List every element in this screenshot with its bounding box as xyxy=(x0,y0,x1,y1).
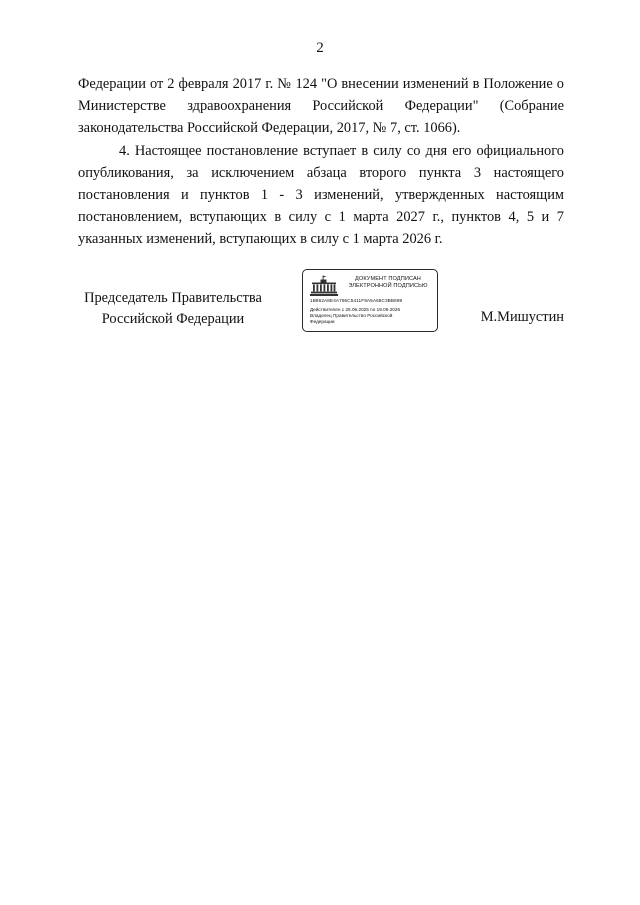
stamp-heading-line-2: ЭЛЕКТРОННОЙ ПОДПИСЬЮ xyxy=(348,282,428,289)
signatory-title xyxy=(78,288,268,330)
stamp-certificate-number: 1B862A8E4A796C5411F9A5A68C3BB699 xyxy=(310,298,403,303)
electronic-signature-stamp xyxy=(302,269,438,332)
stamp-owner-line-1: Владелец Правительство Российской xyxy=(310,313,393,318)
page-number: 2 xyxy=(316,40,324,56)
stamp-owner xyxy=(310,313,392,324)
stamp-validity-period: Действителен с 26.06.2025 по 19.09.2026 xyxy=(310,307,401,312)
stamp-heading xyxy=(340,276,436,289)
government-building-emblem-icon xyxy=(310,275,338,297)
paragraph-continuation: Федерации от 2 февраля 2017 г. № 124 "О внесении изменений в Положение о Министерстве здравоохранения Российской Федерации" (Собрание законодательства Российской Федерации, 2017, № 7, ст. 1066). xyxy=(78,76,564,137)
stamp-owner-line-2: Федерации xyxy=(310,318,335,324)
paragraph-item-4: 4. Настоящее постановление вступает в силу со дня его официального опубликования, за исключением абзаца второго пункта 3 настоящего постановления и пунктов 1 - 3 изменений, утвержденных настоящим постановлением, вступающих в силу с 1 марта 2027 г., пунктов 4, 5 и 7 указанных изменений, вступающих в силу с 1 марта 2026 г. xyxy=(78,142,564,248)
signatory-title-line-2: Российской Федерации xyxy=(101,311,245,327)
signatory-title-line-1: Председатель Правительства xyxy=(84,290,262,306)
signatory-name: М.Мишустин xyxy=(480,309,564,325)
stamp-heading-line-1: ДОКУМЕНТ ПОДПИСАН xyxy=(355,276,421,282)
document-body xyxy=(78,73,564,251)
